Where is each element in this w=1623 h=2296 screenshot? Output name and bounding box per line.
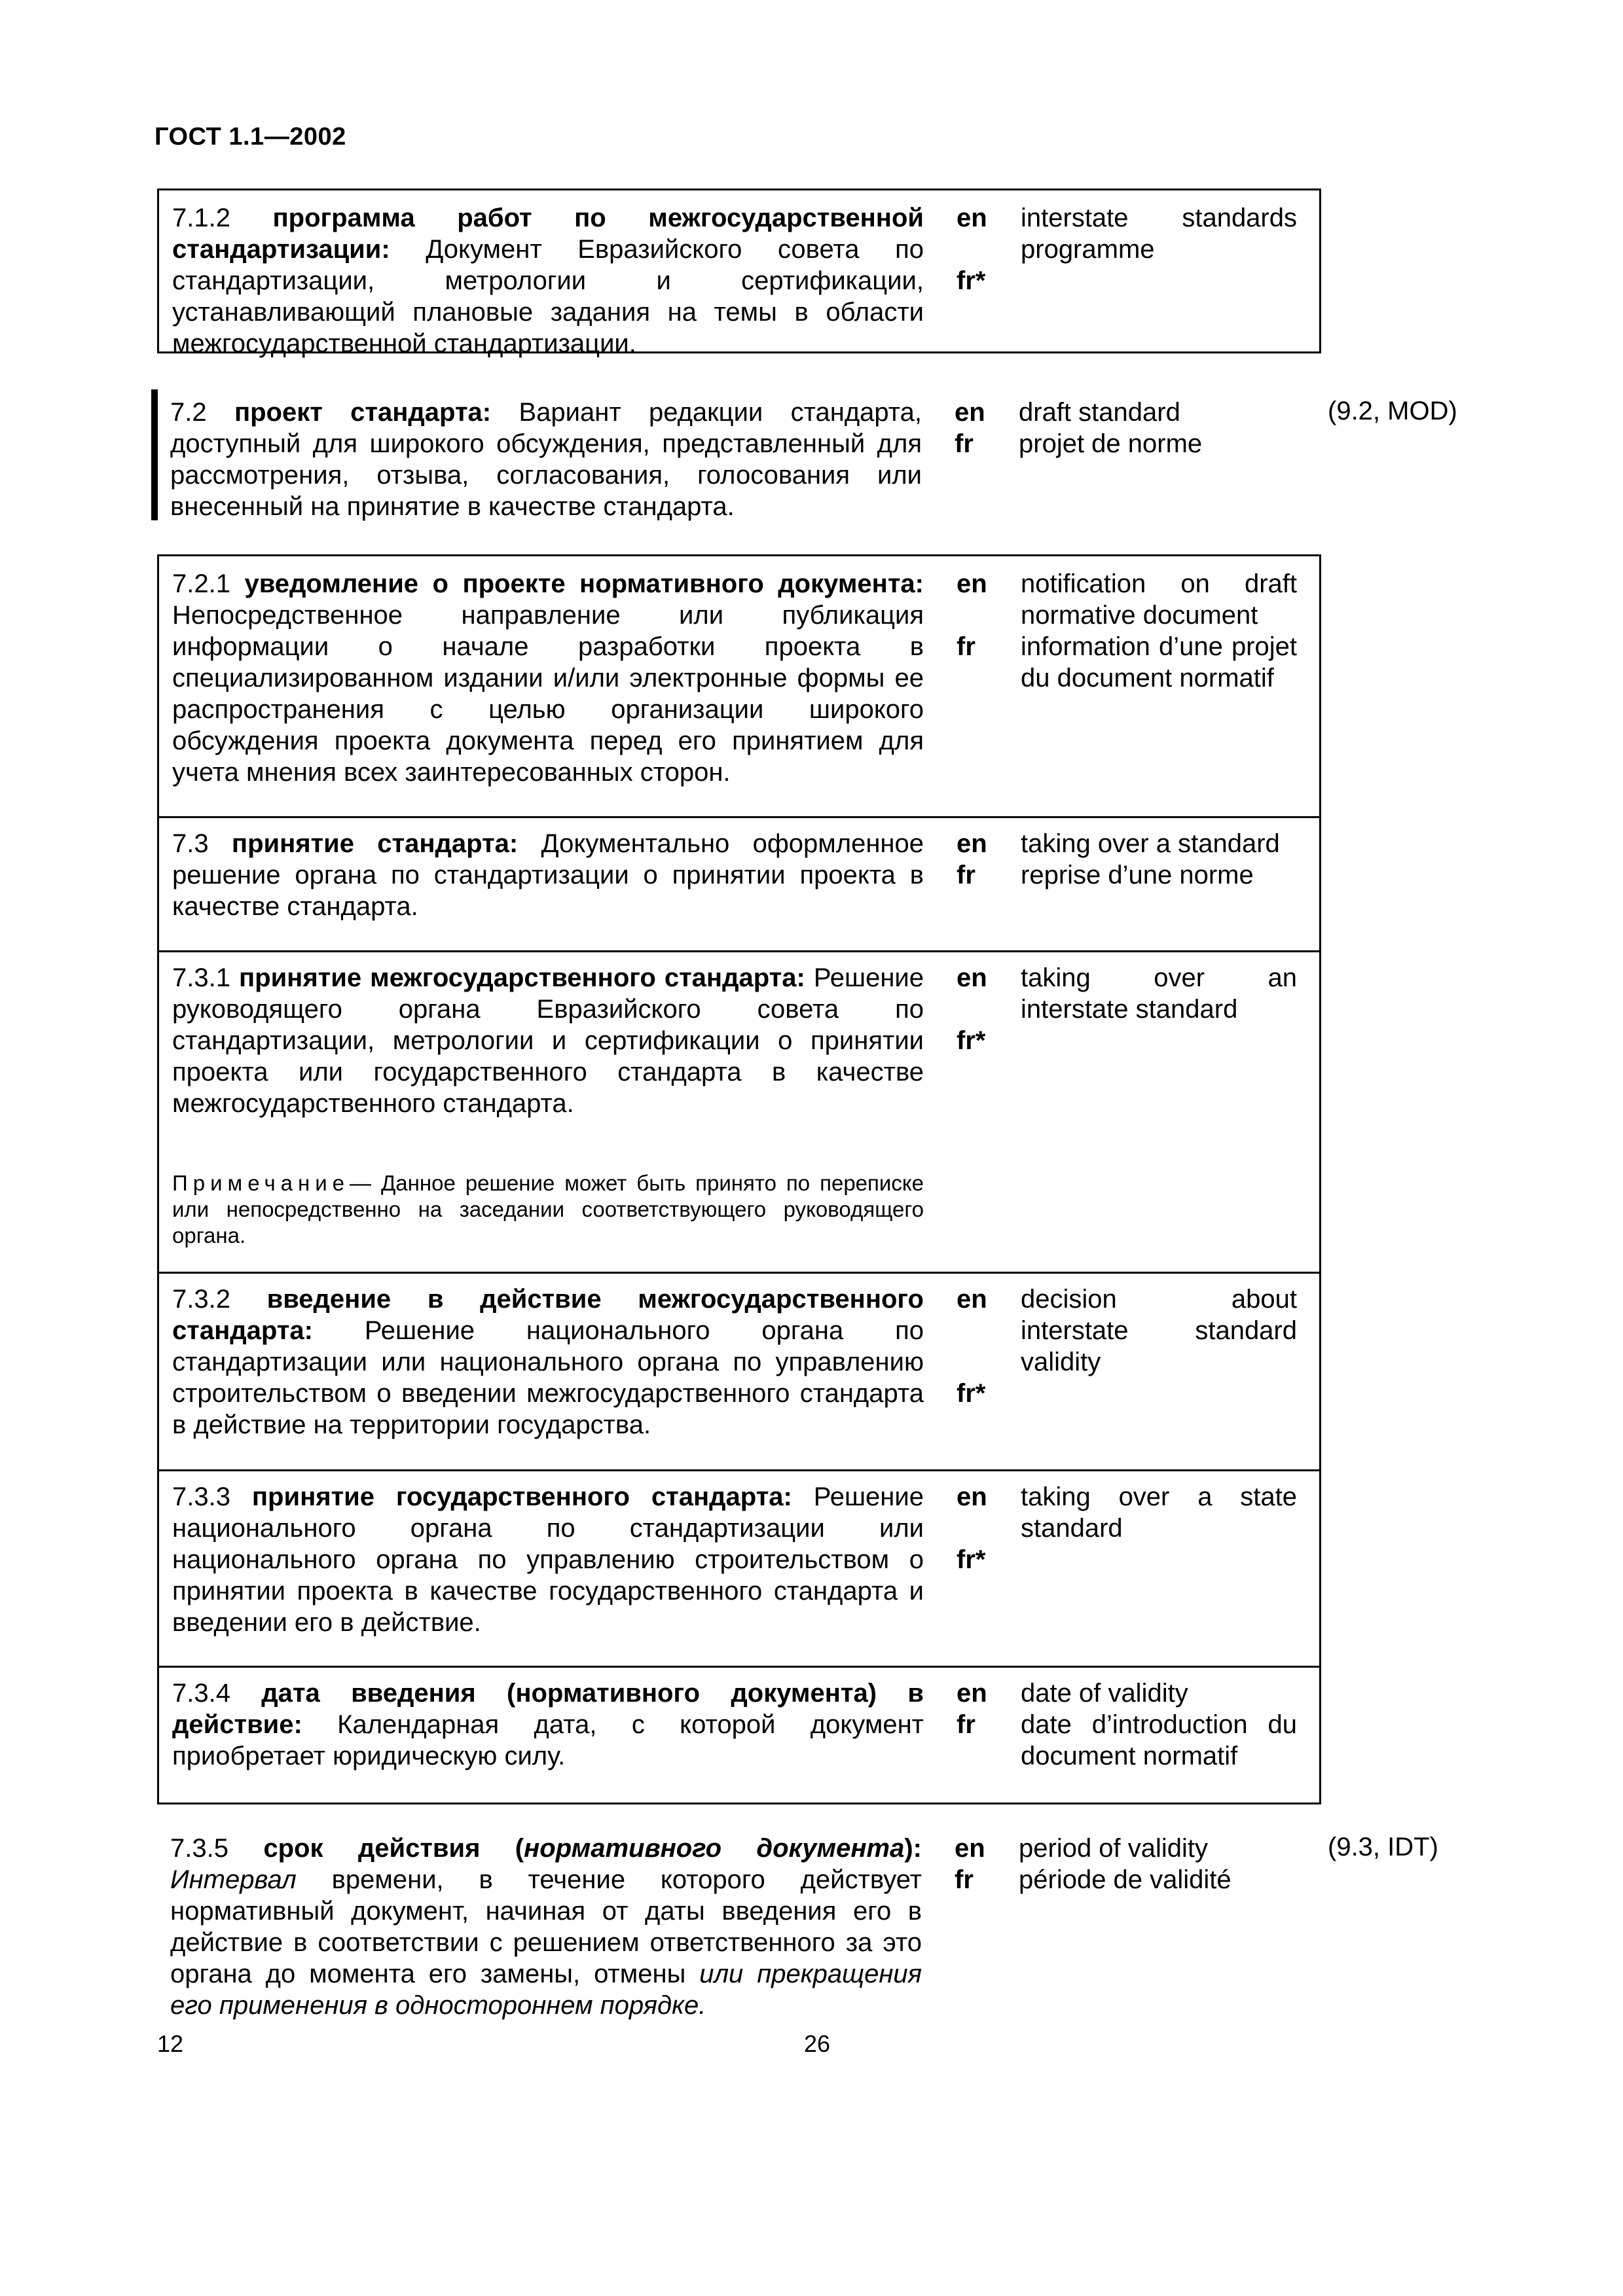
term-text: 7.2 проект стандарта: Вариант редакции стандарта, доступный для широкого обсуждения, представленный для рассмотрения, отзыва, согласования, голосования или внесенный на принятие в качестве стандарта. <box>170 398 922 521</box>
term-text: 7.3.4 дата введения (нормативного документа) в действие: Календарная дата, с которой документ приобретает юридическую силу. <box>172 1679 924 1770</box>
equivalent-terms <box>1021 1481 1297 1544</box>
equivalent-terms <box>1019 1833 1295 1895</box>
equivalent-en: draft standard <box>1019 398 1180 427</box>
term-entry-7-3-5: 7.3.5 срок действия (нормативного документа): Интервал времени, в течение которого действует нормативный документ, начиная от даты введения его в действие в соответствии с решением ответственного за это органа до момента его замены, отмены или прекращения его применения в одностороннем порядке. en fr period of validity période de validité <box>157 1821 1321 2004</box>
term-text: 7.3 принятие стандарта: Документально оформленное решение органа по стандартизации о принятии проекта в качестве стандарта. <box>172 829 924 921</box>
equivalent-fr: information d’une projet du document normatif <box>1021 632 1297 692</box>
term-title: уведомление о проекте нормативного документа: <box>244 569 924 598</box>
note-label: Примечание <box>172 1171 350 1195</box>
term-definition: Непосредственное направление или публикация информации о начале разработки проекта в специализированном издании и/или электронные формы ее распространения с целью организации широкого обсуждения проекта документа перед его принятием для учета мнения всех заинтересованных сторон. <box>172 601 924 787</box>
term-entry-7-3: 7.3 принятие стандарта: Документально оформленное решение органа по стандартизации о принятии проекта в качестве стандарта. en fr taking over a standard reprise d’une norme <box>157 816 1321 952</box>
term-title: введение в действие межгосударственного стандарта: <box>172 1285 924 1345</box>
term-entry-7-3-3: 7.3.3 принятие государственного стандарта: Решение национального органа по стандартизации или национального органа по управлению строительством о принятии проекта в качестве государственного стандарта и введении его в действие. en fr* taking over a state standard <box>157 1469 1321 1668</box>
term-text: 7.3.1 принятие межгосударственного стандарта: Решение руководящего органа Евразийского совета по стандартизации, метрологии и сертификации о принятии проекта или государственного стандарта в качестве межгосударственного стандарта. <box>172 963 924 1118</box>
equivalent-en: taking over a standard <box>1021 829 1280 858</box>
term-entry-7-3-2: 7.3.2 введение в действие межгосударственного стандарта: Решение национального органа по стандартизации или национального органа по управлению строительством о введении межгосударственного стандарта в действие на территории государства. en fr* decision about interstate standard validity <box>157 1272 1321 1471</box>
equivalent-terms <box>1021 1283 1297 1378</box>
term-title: программа работ по межгосударственной стандартизации: <box>172 204 924 264</box>
term-title: проект стандарта: <box>234 398 492 427</box>
term-title: дата введения (нормативного документа) в действие: <box>172 1679 924 1739</box>
term-entry-7-2-1: 7.2.1 уведомление о проекте нормативного документа: Непосредственное направление или публикация информации о начале разработки проекта в специализированном издании и/или электронные формы ее распространения с целью организации широкого обсуждения проекта документа перед его принятием для учета мнения всех заинтересованных сторон. en fr notification on draft normative document information d’une projet du document normatif <box>157 554 1321 818</box>
equivalent-en: notification on draft normative document <box>1021 569 1297 630</box>
term-entry-7-2: 7.2 проект стандарта: Вариант редакции стандарта, доступный для широкого обсуждения, представленный для рассмотрения, отзыва, согласования, голосования или внесенный на принятие в качестве стандарта. en fr draft standard projet de norme <box>157 385 1321 526</box>
term-definition: Календарная дата, с которой документ приобретает юридическую силу. <box>172 1710 924 1770</box>
term-definition: Документ Евразийского совета по стандартизации, метрологии и сертификации, устанавливающий плановые задания на темы в области межгосударственной стандартизации. <box>172 235 924 358</box>
term-entry-7-3-1: 7.3.1 принятие межгосударственного стандарта: Решение руководящего органа Евразийского совета по стандартизации, метрологии и сертификации о принятии проекта или государственного стандарта в качестве межгосударственного стандарта. Примечание— Данное решение может быть принято по переписке или непосредственно на заседании соответствующего руководящего органа. en fr* taking over an interstate standard <box>157 950 1321 1274</box>
term-definition: времени, в течение которого действует нормативный документ, начиная от даты введения его в действие в соответствии с решением ответственного за это органа до момента его замены, отмены <box>170 1865 922 1988</box>
term-text: 7.3.5 срок действия (нормативного документа): Интервал времени, в течение которого действует нормативный документ, начиная от даты введения его в действие в соответствии с решением ответственного за это органа до момента его замены, отмены или прекращения его применения в одностороннем порядке. <box>170 1834 922 2020</box>
equivalent-en: decision about interstate standard validity <box>1021 1285 1297 1376</box>
equivalent-fr: reprise d’une norme <box>1021 861 1254 889</box>
term-title: принятие стандарта: <box>231 829 519 858</box>
term-definition-italic-start: Интервал <box>170 1865 297 1894</box>
term-entry-7-1-2: 7.1.2 программа работ по межгосударственной стандартизации: Документ Евразийского совета по стандартизации, метрологии и сертификации, устанавливающий плановые задания на темы в области межгосударственной стандартизации. en fr* interstate standards programme <box>157 188 1321 353</box>
term-definition-italic-end: или прекращения его применения в одностороннем порядке. <box>170 1960 922 2020</box>
document-header: ГОСТ 1.1—2002 <box>155 123 346 151</box>
equivalent-en: taking over an interstate standard <box>1021 963 1297 1024</box>
page-number-left: 12 <box>157 2030 184 2057</box>
equivalent-en: date of validity <box>1021 1679 1188 1708</box>
equivalent-fr: projet de norme <box>1019 429 1203 458</box>
equivalent-fr: période de validité <box>1019 1865 1231 1894</box>
term-definition: Решение руководящего органа Евразийского совета по стандартизации, метрологии и сертификации о принятии проекта или государственного стандарта в качестве межгосударственного стандарта. <box>172 963 924 1118</box>
equivalent-terms <box>1021 568 1297 694</box>
term-text: 7.2.1 уведомление о проекте нормативного документа: Непосредственное направление или публикация информации о начале разработки проекта в специализированном издании и/или электронные формы ее распространения с целью организации широкого обсуждения проекта документа перед его принятием для учета мнения всех заинтересованных сторон. <box>172 569 924 787</box>
equivalent-fr: date d’introduction du document normatif <box>1021 1710 1297 1770</box>
term-entry-7-3-4: 7.3.4 дата введения (нормативного документа) в действие: Календарная дата, с которой документ приобретает юридическую силу. en fr date of validity date d’introduction du document normatif <box>157 1666 1321 1804</box>
equivalent-terms <box>1021 202 1297 265</box>
term-title: принятие межгосударственного стандарта: <box>238 963 805 992</box>
term-note <box>172 1170 924 1249</box>
term-title: принятие государственного стандарта: <box>251 1482 792 1511</box>
term-definition: Вариант редакции стандарта, доступный для широкого обсуждения, представленный для рассмотрения, отзыва, согласования, голосования или внесенный на принятие в качестве стандарта. <box>170 398 922 521</box>
equivalent-terms <box>1021 828 1297 891</box>
equivalent-terms <box>1019 397 1295 459</box>
page-number-center: 26 <box>804 2030 831 2057</box>
equivalent-en: interstate standards programme <box>1021 204 1297 264</box>
term-title: срок действия (нормативного документа): <box>263 1834 922 1863</box>
iso-reference: (9.2, MOD) <box>1328 397 1457 425</box>
note-text: — Данное решение может быть принято по переписке или непосредственно на заседании соответствующего руководящего органа. <box>172 1171 924 1247</box>
equivalent-en: taking over a state standard <box>1021 1482 1297 1543</box>
equivalent-terms <box>1021 1677 1297 1772</box>
equivalent-en: period of validity <box>1019 1834 1209 1863</box>
term-definition: Решение национального органа по стандартизации или национального органа по управлению строительством о принятии проекта в качестве государственного стандарта и введении его в действие. <box>172 1482 924 1637</box>
iso-reference: (9.3, IDT) <box>1328 1833 1438 1861</box>
equivalent-terms <box>1021 962 1297 1025</box>
term-text: 7.1.2 программа работ по межгосударственной стандартизации: Документ Евразийского совета по стандартизации, метрологии и сертификации, устанавливающий плановые задания на темы в области межгосударственной стандартизации. <box>172 204 924 358</box>
term-definition: Документально оформленное решение органа по стандартизации о принятии проекта в качестве стандарта. <box>172 829 924 921</box>
term-text: 7.3.2 введение в действие межгосударственного стандарта: Решение национального органа по стандартизации или национального органа по управлению строительством о введении межгосударственного стандарта в действие на территории государства. <box>172 1285 924 1439</box>
term-definition: Решение национального органа по стандартизации или национального органа по управлению строительством о введении межгосударственного стандарта в действие на территории государства. <box>172 1316 924 1439</box>
term-text: 7.3.3 принятие государственного стандарта: Решение национального органа по стандартизации или национального органа по управлению строительством о принятии проекта в качестве государственного стандарта и введении его в действие. <box>172 1482 924 1637</box>
